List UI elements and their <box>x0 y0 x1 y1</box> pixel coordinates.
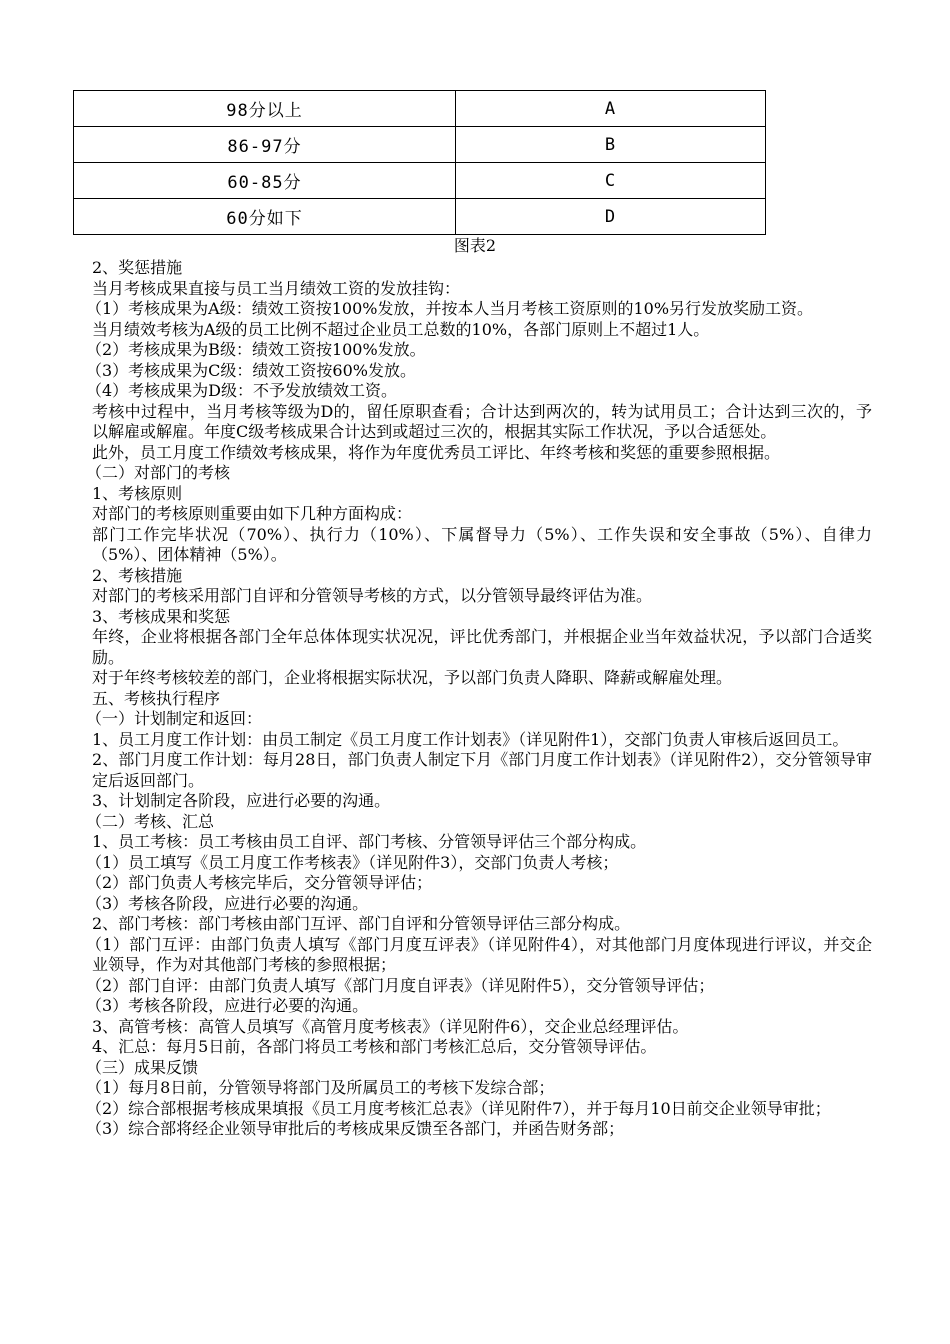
score-cell: 98分以上 <box>74 91 456 127</box>
paragraph: （2）综合部根据考核成果填报《员工月度考核汇总表》（详见附件7），并于每月10日前交企业领导审批； <box>86 1098 831 1118</box>
grade-cell: D <box>456 199 766 235</box>
paragraph: （1）部门互评：由部门负责人填写《部门月度互评表》（详见附件4），对其他部门月度体现进行评议，并交企业领导，作为对其他部门考核的参照根据； <box>86 934 872 974</box>
paragraph: 2、奖惩措施 <box>92 258 183 277</box>
score-cell: 60分如下 <box>74 199 456 235</box>
grade-table <box>73 90 766 235</box>
document-body <box>86 258 872 1140</box>
paragraph: （2）部门负责人考核完毕后，交分管领导评估； <box>86 873 433 892</box>
paragraph: （2）部门自评：由部门负责人填写《部门月度自评表》（详见附件5），交分管领导评估； <box>86 975 715 995</box>
table-row <box>74 199 766 235</box>
grade-cell: A <box>456 91 766 127</box>
subsection-heading: 2、考核措施 <box>92 565 183 585</box>
section-heading: （二）考核、汇总 <box>86 811 215 831</box>
score-cell: 86-97分 <box>74 127 456 163</box>
table-row <box>74 127 766 163</box>
paragraph: （1）考核成果为A级：绩效工资按100%发放，并按本人当月考核工资原则的10%另行发放奖励工资。 <box>86 299 814 318</box>
section-heading: （一）计划制定和返回： <box>86 709 263 728</box>
paragraph: 2、部门考核：部门考核由部门互评、部门自评和分管领导评估三部分构成。 <box>92 914 631 933</box>
subsection-heading: 1、考核原则 <box>92 483 183 503</box>
paragraph: 对于年终考核较差的部门，企业将根据实际状况，予以部门负责人降职、降薪或解雇处理。 <box>92 668 733 687</box>
paragraph: 对部门的考核原则重要由如下几种方面构成： <box>92 504 413 523</box>
score-cell: 60-85分 <box>74 163 456 199</box>
paragraph: （3）考核各阶段，应进行必要的沟通。 <box>86 893 369 913</box>
paragraph: （1）员工填写《员工月度工作考核表》（详见附件3），交部门负责人考核； <box>86 852 619 872</box>
chapter-heading: 五、考核执行程序 <box>92 688 221 708</box>
paragraph: 当月绩效考核为A级的员工比例不超过企业员工总数的10%，各部门原则上不超过1人。 <box>92 319 710 339</box>
paragraph: 此外，员工月度工作绩效考核成果，将作为年度优秀员工评比、年终考核和奖惩的重要参照根据。 <box>92 442 781 462</box>
paragraph: （3）考核各阶段，应进行必要的沟通。 <box>86 996 369 1015</box>
grade-cell: B <box>456 127 766 163</box>
paragraph: 1、员工月度工作计划：由员工制定《员工月度工作计划表》（详见附件1），交部门负责人审核后返回员工。 <box>92 729 849 749</box>
table-caption: 图表2 <box>453 236 497 255</box>
paragraph: 3、高管考核：高管人员填写《高管月度考核表》（详见附件6），交企业总经理评估。 <box>92 1016 689 1036</box>
table-row <box>74 91 766 127</box>
paragraph: 年终，企业将根据各部门全年总体体现实状况况，评比优秀部门，并根据企业当年效益状况，予以部门合适奖励。 <box>92 627 872 667</box>
paragraph: 考核中过程中，当月考核等级为D的，留任原职查看；合计达到两次的，转为试用员工；合计达到三次的，予以解雇或解雇。年度C级考核成果合计达到或超过三次的，根据其实际工作状况，予以合适惩处。 <box>92 401 872 441</box>
grade-cell: C <box>456 163 766 199</box>
paragraph: （3）考核成果为C级：绩效工资按60%发放。 <box>86 360 416 380</box>
subsection-heading: 3、考核成果和奖惩 <box>92 606 231 626</box>
paragraph: 4、汇总：每月5日前，各部门将员工考核和部门考核汇总后，交分管领导评估。 <box>92 1037 657 1056</box>
paragraph: 3、计划制定各阶段，应进行必要的沟通。 <box>92 791 391 810</box>
paragraph: （3）综合部将经企业领导审批后的考核成果反馈至各部门，并函告财务部； <box>86 1119 625 1138</box>
paragraph: 对部门的考核采用部门自评和分管领导考核的方式，以分管领导最终评估为准。 <box>92 586 653 605</box>
paragraph: 2、部门月度工作计划：每月28日，部门负责人制定下月《部门月度工作计划表》（详见附件2），交分管领导审定后返回部门。 <box>92 750 872 790</box>
section-heading: （二）对部门的考核 <box>86 463 231 482</box>
paragraph: 部门工作完毕状况（70%）、执行力（10%）、下属督导力（5%）、工作失误和安全事故（5%）、自律力（5%）、团体精神（5%）。 <box>92 524 872 564</box>
paragraph: 1、员工考核：员工考核由员工自评、部门考核、分管领导评估三个部分构成。 <box>92 832 647 851</box>
section-heading: （三）成果反馈 <box>86 1057 199 1077</box>
paragraph: （4）考核成果为D级：不予发放绩效工资。 <box>86 381 398 400</box>
paragraph: 当月考核成果直接与员工当月绩效工资的发放挂钩： <box>92 278 461 298</box>
paragraph: （2）考核成果为B级：绩效工资按100%发放。 <box>86 340 426 359</box>
table-row <box>74 163 766 199</box>
paragraph: （1）每月8日前，分管领导将部门及所属员工的考核下发综合部； <box>86 1078 555 1097</box>
